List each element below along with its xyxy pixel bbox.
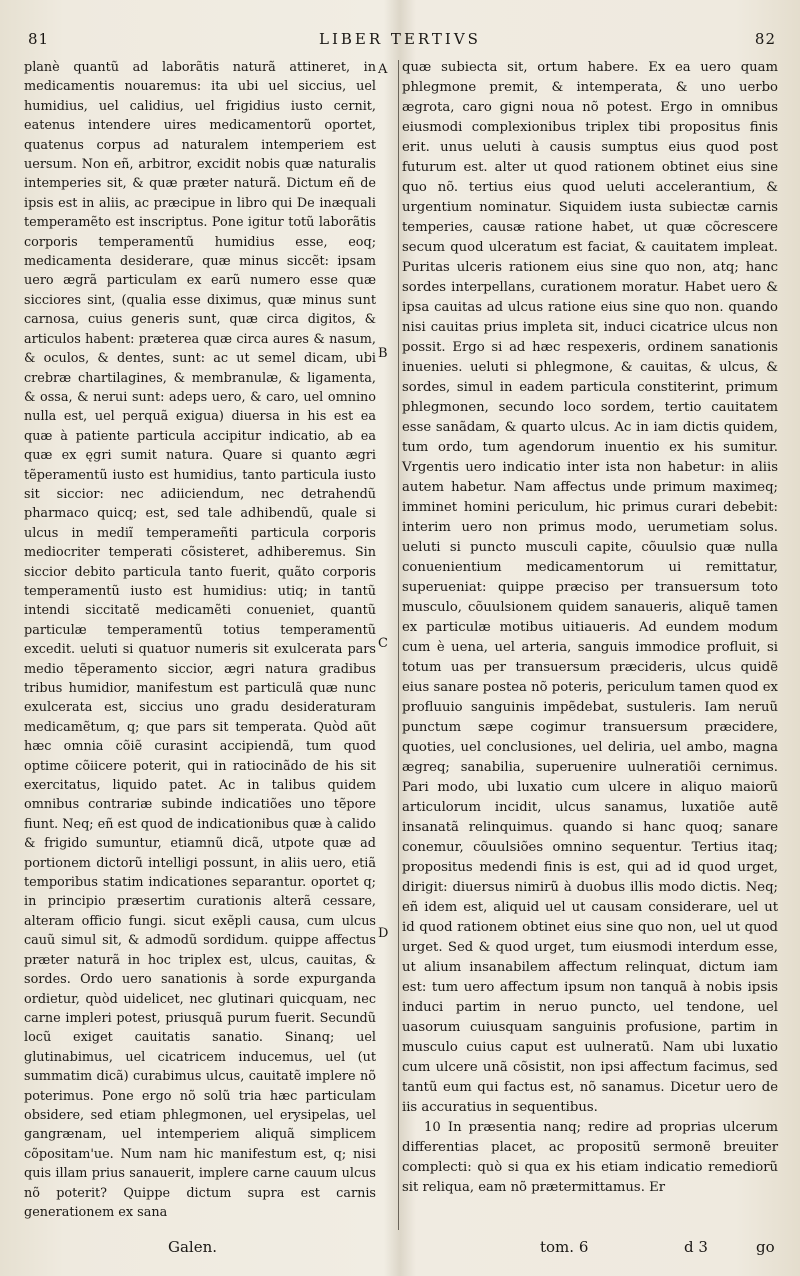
- catchword-left: Galen.: [168, 1238, 218, 1256]
- margin-marker-a: A: [378, 62, 388, 77]
- column-divider: [398, 60, 399, 1230]
- left-text-column: [24, 58, 376, 1222]
- running-title: LIBER TERTIVS: [319, 30, 481, 48]
- left-column-text: planè quantũ ad laborãtis naturã attineret, in medicamentis nouaremus: ita ubi uel siccius, uel humidius, uel calidius, uel frigidius iusto cernit, eatenus intendere uires medicamentorũ oportet, quatenus corpus ad naturalem intemperiem est uersum. Non eñ, arbitror, excidit nobis quæ naturalis intemperies sit, & quæ præter naturã. Dictum eñ de ipsis est in aliis, ac præcipue in libro qui De inæquali temperamẽto est inscriptus. Pone igitur totũ laborãtis corporis temperamentũ humidius esse, eoq; medicamenta desiderare, quæ minus siccẽt: ipsam uero ægrã particulam ex earũ numero esse quæ sicciores sint, (qualia esse diximus, quæ minus sunt carnosa, cuius generis sunt, quæ circa digitos, & articulos habent: præterea quæ circa aures & nasum, & oculos, & dentes, sunt: ac ut semel dicam, ubi crebræ chartilagines, & membranulæ, & ligamenta, & ossa, & nerui sunt: adeps uero, & caro, uel omnino nulla est, uel perquã exigua) diuersa in his est ea quæ à patiente particula accipitur indicatio, ab ea quæ ex ęgri sumit natura. Quare si quanto ægri tẽperamentũ iusto est humidius, tanto particula iusto sit siccior: nec adiiciendum, nec detrahendũ pharmaco quicq; est, sed tale adhibendũ, quale si ulcus in mediĩ temperameñti particula corporis mediocriter temperati cõsisteret, adhiberemus. Sin siccior debito particula tanto fuerit, quãto corporis temperamentũ iusto est humidius: utiq; in tantũ intendi siccitatẽ medicamẽti conueniet, quantũ particulæ temperamentũ totius temperamentũ excedit. ueluti si quatuor numeris sit exulcerata pars medio tẽperamento siccior, ægri natura gradibus tribus humidior, manifestum est particulã quæ nunc exulcerata est, siccius uno gradu desideraturam medicamẽtum, q; que pars sit temperata. Quòd aũt hæc omnia cõiẽ curasint accipiendã, tum quod optime cõiicere poterit, qui in ratiocinãdo de his sit exercitatus, liquido patet. Ac in talibus quidem omnibus contrariæ subinde indicatiões uno tẽpore fiunt. Neq; eñ est quod de indicationibus quæ à calido & frigido sumuntur, etiamnũ dicã, utpote quæ ad portionem dictorũ intelligi possunt, in aliis uero, etiã temporibus statim indicationes separantur. oportet q; in principio præsertim curationis alterã cessare, alteram officio fungi. sicut exẽpli causa, cum ulcus cauũ simul sit, & admodũ sordidum. quippe affectus præter naturã in hoc triplex est, ulcus, cauitas, & sordes. Ordo uero sanationis à sorde expurganda ordietur, quòd uidelicet, nec glutinari quicquam, nec carne impleri potest, priusquã purum fuerit. Secundũ locũ exiget cauitatis sanatio. Sinanq; uel glutinabimus, uel cicatricem inducemus, uel (ut summatim dicã) curabimus ulcus, cauitatẽ implere nõ poterimus. Pone ergo nõ solũ tria hæc particulam obsidere, sed etiam phlegmonen, uel erysipelas, uel gangrænam, uel intemperiem aliquã simplicem cõpositam'ue. Num nam hic manifestum est, q; nisi quis illam prius sanauerit, implere carne cauum ulcus nõ poterit? Quippe dictum supra est carnis generationem ex sana: [24, 60, 376, 1220]
- margin-marker-c: C: [378, 636, 388, 651]
- right-text-column: [402, 58, 778, 1198]
- right-page-number: 82: [754, 30, 776, 48]
- section-10-paragraph: 10 In præsentia nanq; redire ad proprias ulcerum differentias placet, ac propositũ sermonẽ breuiter complecti: quò si qua ex his etiam indicatio remediorũ sit reliqua, eam nõ prætermittamus. Er: [402, 1120, 778, 1195]
- gathering-signature: d 3: [684, 1238, 708, 1256]
- catchword-right: go: [756, 1238, 775, 1256]
- left-page-number: 81: [28, 30, 50, 48]
- right-column-text: quæ subiecta sit, ortum habere. Ex ea uero quam phlegmone premit, & intemperata, & uno uerbo ægrota, caro gigni noua nõ potest. Ergo in omnibus eiusmodi complexionibus triplex tibi propositus finis erit. unus ueluti à causis sumptus eius quod post futurum est. alter ut quod rationem obtinet eius sine quo nõ. tertius eius quod ueluti accelerantium, & urgentium nominatur. Siquidem iusta subiectæ carnis temperies, causæ ratione habet, ut quæ cõcrescere secum quod ulceratum est faciat, & cauitatem impleat. Puritas ulceris rationem eius sine quo non, atq; hanc sordes interpellans, curationem moratur. Habet uero & ipsa cauitas ad ulcus ratione eius sine quo non. quando nisi cauitas prius impleta sit, induci cicatrice ulcus non possit. Ergo si ad hæc respexeris, ordinem sanationis inuenies. ueluti si phlegmone, & cauitas, & ulcus, & sordes, simul in eadem particula constiterint, primum phlegmonen, secundo loco sordem, tertio cauitatem esse sanãdam, & quarto ulcus. Ac in iam dictis quidem, tum ordo, tum agendorum inuentio ex his sumitur. Vrgentis uero indicatio inter ista non habetur: in aliis autem habetur. Nam affectus unde primum maximeq; imminet homini periculum, hic primus curari debebit: interim uero non primus modo, uerumetiam solus. ueluti si puncto musculi capite, cõuulsio quæ nulla conuenientium medicamentorum ui remittatur, superueniat: quippe præciso per transuersum toto musculo, cõuulsionem quidem sanaueris, aliquẽ tamen ex particulæ motibus uitiaueris. Ad eundem modum cum è uena, uel arteria, sanguis immodice profluit, si totum uas per transuersum præcideris, ulcus quidẽ eius sanare postea nõ poteris, periculum tamen quod ex profluuio sanguinis impẽdebat, sustuleris. Iam neruũ punctum sæpe cogimur transuersum præcidere, quoties, uel conclusiones, uel deliria, uel ambo, magna ægreq; sanabilia, superuenire uulneratiõi cernimus. Pari modo, ubi luxatio cum ulcere in aliquo maiorũ articulorum incidit, ulcus sanamus, luxatiõe autẽ insanatã relinquimus. quando si hanc quoq; sanare conemur, cõuulsiões omnino sequentur. Tertius itaq; propositus medendi finis is est, qui ad id quod urget, dirigit: diuersus nimirũ à duobus illis modo dictis. Neq; eñ idem est, aliquid uel ut causam considerare, uel ut id quod rationem obtinet eius sine quo non, uel ut quod urget. Sed & quod urget, tum eiusmodi interdum esse, ut alium insanabilem affectum relinquat, dictum iam est: tum uero affectum ipsum non tanquã à nobis ipsis induci partim in neruo puncto, uel tendone, uel uasorum cuiusquam sanguinis profusione, partim in musculo cuius caput est uulneratũ. Nam ubi luxatio cum ulcere unã cõsistit, non ipsi affectum facimus, sed tantũ eum qui factus est, nõ sanamus. Dicetur uero de iis accuratius in sequentibus.: [402, 60, 778, 1115]
- volume-signature: tom. 6: [540, 1238, 589, 1256]
- margin-marker-d: D: [378, 926, 389, 941]
- margin-marker-b: B: [378, 346, 388, 361]
